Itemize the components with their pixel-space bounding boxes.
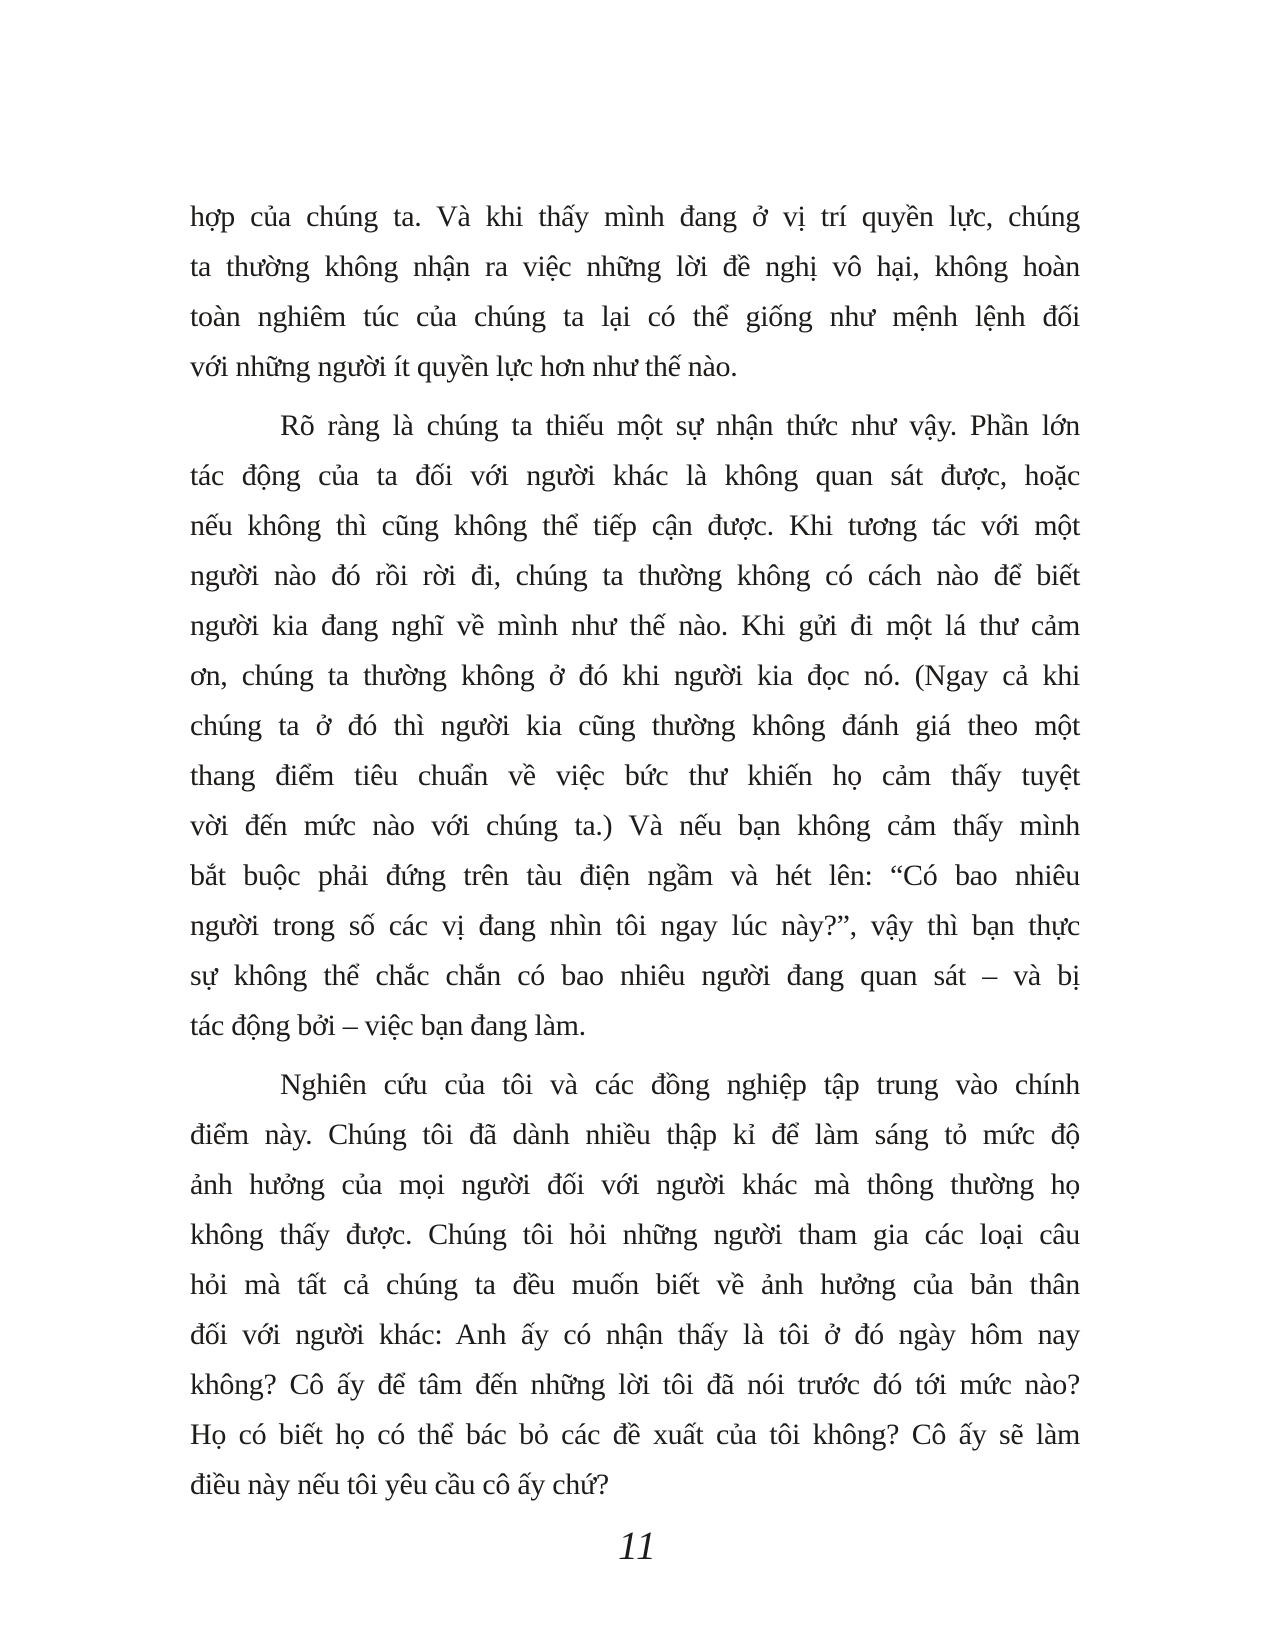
text-line-content: thang điểm tiêu chuẩn về việc bức thư khiến họ cảm thấy tuyệt [190, 759, 1080, 792]
page-number: 11 [617, 1523, 658, 1568]
text-line-content: nếu không thì cũng không thể tiếp cận được. Khi tương tác với một [190, 509, 1080, 542]
text-line-content: không? Cô ấy để tâm đến những lời tôi đã nói trước đó tới mức nào? [190, 1368, 1080, 1401]
text-line-content: ơn, chúng ta thường không ở đó khi người kia đọc nó. (Ngay cả khi [190, 659, 1080, 692]
page-text [190, 192, 1080, 1510]
text-line-content: bắt buộc phải đứng trên tàu điện ngầm và hét lên: “Có bao nhiêu [190, 859, 1080, 892]
text-line-content: điều này nếu tôi yêu cầu cô ấy chứ? [190, 1468, 609, 1501]
paragraph [190, 401, 1080, 1051]
text-line [190, 651, 1080, 701]
text-line-content: Họ có biết họ có thể bác bỏ các đề xuất của tôi không? Cô ấy sẽ làm [190, 1418, 1080, 1451]
text-line-content: tác động bởi – việc bạn đang làm. [190, 1009, 586, 1042]
text-line-content: tác động của ta đối với người khác là không quan sát được, hoặc [190, 459, 1080, 492]
text-line-content: với những người ít quyền lực hơn như thế nào. [190, 350, 738, 383]
text-line [190, 1210, 1080, 1260]
text-line [190, 551, 1080, 601]
text-line-content: ta thường không nhận ra việc những lời đề nghị vô hại, không hoàn [190, 250, 1080, 283]
text-line [190, 292, 1080, 342]
text-line-content: ảnh hưởng của mọi người đối với người khác mà thông thường họ [190, 1168, 1080, 1201]
text-line-content: sự không thể chắc chắn có bao nhiêu người đang quan sát – và bị [190, 959, 1080, 992]
text-line [190, 801, 1080, 851]
paragraph [190, 192, 1080, 392]
text-line-content: Nghiên cứu của tôi và các đồng nghiệp tập trung vào chính [280, 1068, 1080, 1101]
text-line [190, 401, 1080, 451]
text-line [190, 1410, 1080, 1460]
text-line [190, 342, 1080, 392]
text-line-content: vời đến mức nào với chúng ta.) Và nếu bạn không cảm thấy mình [190, 809, 1080, 842]
text-line [190, 451, 1080, 501]
text-line [190, 1260, 1080, 1310]
text-line [190, 242, 1080, 292]
text-line [190, 951, 1080, 1001]
text-line-content: người nào đó rồi rời đi, chúng ta thường không có cách nào để biết [190, 559, 1080, 592]
text-line-content: đối với người khác: Anh ấy có nhận thấy là tôi ở đó ngày hôm nay [190, 1318, 1080, 1351]
text-line [190, 1310, 1080, 1360]
text-line [190, 1160, 1080, 1210]
text-line-content: điểm này. Chúng tôi đã dành nhiều thập kỉ để làm sáng tỏ mức độ [190, 1118, 1080, 1151]
text-line [190, 1460, 1080, 1510]
text-line [190, 192, 1080, 242]
text-line-content: chúng ta ở đó thì người kia cũng thường không đánh giá theo một [190, 709, 1080, 742]
text-line [190, 601, 1080, 651]
text-line [190, 1110, 1080, 1160]
text-line-content: toàn nghiêm túc của chúng ta lại có thể giống như mệnh lệnh đối [190, 300, 1080, 333]
text-line [190, 701, 1080, 751]
text-line-content: người kia đang nghĩ về mình như thế nào. Khi gửi đi một lá thư cảm [190, 609, 1080, 642]
text-line [190, 501, 1080, 551]
text-line-content: không thấy được. Chúng tôi hỏi những người tham gia các loại câu [190, 1218, 1080, 1251]
text-line [190, 751, 1080, 801]
paragraph [190, 1060, 1080, 1510]
text-line-content: hợp của chúng ta. Và khi thấy mình đang ở vị trí quyền lực, chúng [190, 200, 1080, 233]
text-line [190, 901, 1080, 951]
text-line [190, 1060, 1080, 1110]
text-line [190, 1360, 1080, 1410]
text-line-content: Rõ ràng là chúng ta thiếu một sự nhận thức như vậy. Phần lớn [280, 409, 1080, 442]
text-line-content: người trong số các vị đang nhìn tôi ngay lúc này?”, vậy thì bạn thực [190, 909, 1080, 942]
text-line-content: hỏi mà tất cả chúng ta đều muốn biết về ảnh hưởng của bản thân [190, 1268, 1080, 1301]
text-line [190, 851, 1080, 901]
text-line [190, 1001, 1080, 1051]
